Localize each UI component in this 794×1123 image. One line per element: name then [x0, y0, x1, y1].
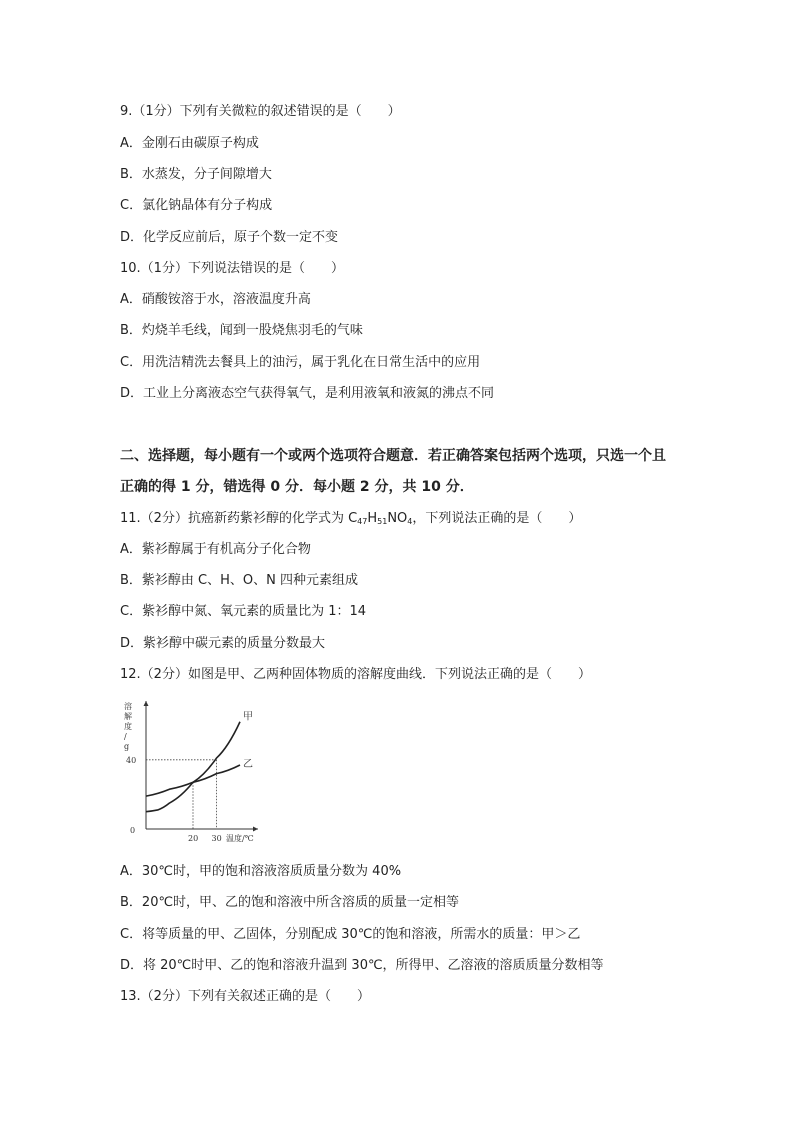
q10-option-c: C．用洗洁精洗去餐具上的油污，属于乳化在日常生活中的应用: [120, 355, 481, 370]
q11-mid-no: NO: [387, 511, 408, 526]
q11-stem-after: ，下列说法正确的是（ ）: [412, 511, 582, 526]
chart-labels: [124, 701, 254, 843]
q10-option-a: A．硝酸铵溶于水，溶液温度升高: [120, 292, 311, 307]
q11-option-b: B．紫衫醇由 C、H、O、N 四种元素组成: [120, 573, 358, 588]
y-axis-arrow: [144, 701, 149, 706]
y-axis-label: 溶解度/ g: [124, 702, 132, 751]
q10-option-b: B．灼烧羊毛线，闻到一股烧焦羽毛的气味: [120, 323, 363, 338]
x-axis-label: 温度/℃: [226, 834, 254, 843]
q12-stem: 12.（2分）如图是甲、乙两种固体物质的溶解度曲线．下列说法正确的是（ ）: [120, 667, 591, 682]
q11-mid-h: H: [367, 511, 378, 526]
q12-option-c: C．将等质量的甲、乙固体，分别配成 30℃的饱和溶液，所需水的质量：甲＞乙: [120, 927, 581, 942]
q11-stem: [120, 511, 581, 530]
q9-option-d: D．化学反应前后，原子个数一定不变: [120, 230, 339, 245]
q12-option-a: A．30℃时，甲的饱和溶液溶质质量分数为 40%: [120, 864, 402, 879]
series-label-yi: 乙: [243, 758, 253, 770]
x-axis-arrow: [253, 827, 258, 832]
solubility-chart: [116, 697, 266, 847]
q11-stem-before: 11.（2分）抗癌新药紫衫醇的化学式为 C: [120, 511, 358, 526]
y-tick-label-40: 40: [126, 755, 137, 765]
q10-stem: 10.（1分）下列说法错误的是（ ）: [120, 261, 344, 276]
q12-option-d: D．将 20℃时甲、乙的饱和溶液升温到 30℃，所得甲、乙溶液的溶质质量分数相等: [120, 958, 604, 973]
chart-axes: [144, 701, 259, 832]
series-label-jia: 甲: [243, 711, 253, 723]
origin-label: 0: [130, 826, 136, 835]
section2-heading-line2: 正确的得 1 分，错选得 0 分．每小题 2 分，共 10 分．: [120, 479, 474, 495]
q12-option-b: B．20℃时，甲、乙的饱和溶液中所含溶质的质量一定相等: [120, 895, 460, 910]
q13-stem: 13.（2分）下列有关叙述正确的是（ ）: [120, 989, 370, 1004]
q11-sub-c: 47: [357, 517, 368, 526]
section2-heading-line1: 二、选择题，每小题有一个或两个选项符合题意．若正确答案包括两个选项，只选一个且: [120, 448, 666, 464]
x-tick-label-30: 30: [211, 834, 222, 843]
q11-sub-h: 51: [377, 517, 388, 526]
q11-option-a: A．紫衫醇属于有机高分子化合物: [120, 542, 311, 557]
q9-option-b: B．水蒸发，分子间隙增大: [120, 167, 272, 182]
q11-sub-o: 4: [407, 517, 413, 526]
q9-option-a: A．金刚石由碳原子构成: [120, 136, 259, 151]
q11-option-c: C．紫衫醇中氮、氧元素的质量比为 1：14: [120, 604, 367, 619]
q11-option-d: D．紫衫醇中碳元素的质量分数最大: [120, 636, 326, 651]
q9-stem: 9.（1分）下列有关微粒的叙述错误的是（ ）: [120, 104, 401, 119]
q10-option-d: D．工业上分离液态空气获得氧气，是利用液氧和液氮的沸点不同: [120, 386, 495, 401]
x-tick-label-20: 20: [188, 834, 199, 843]
q9-option-c: C．氯化钠晶体有分子构成: [120, 198, 273, 213]
